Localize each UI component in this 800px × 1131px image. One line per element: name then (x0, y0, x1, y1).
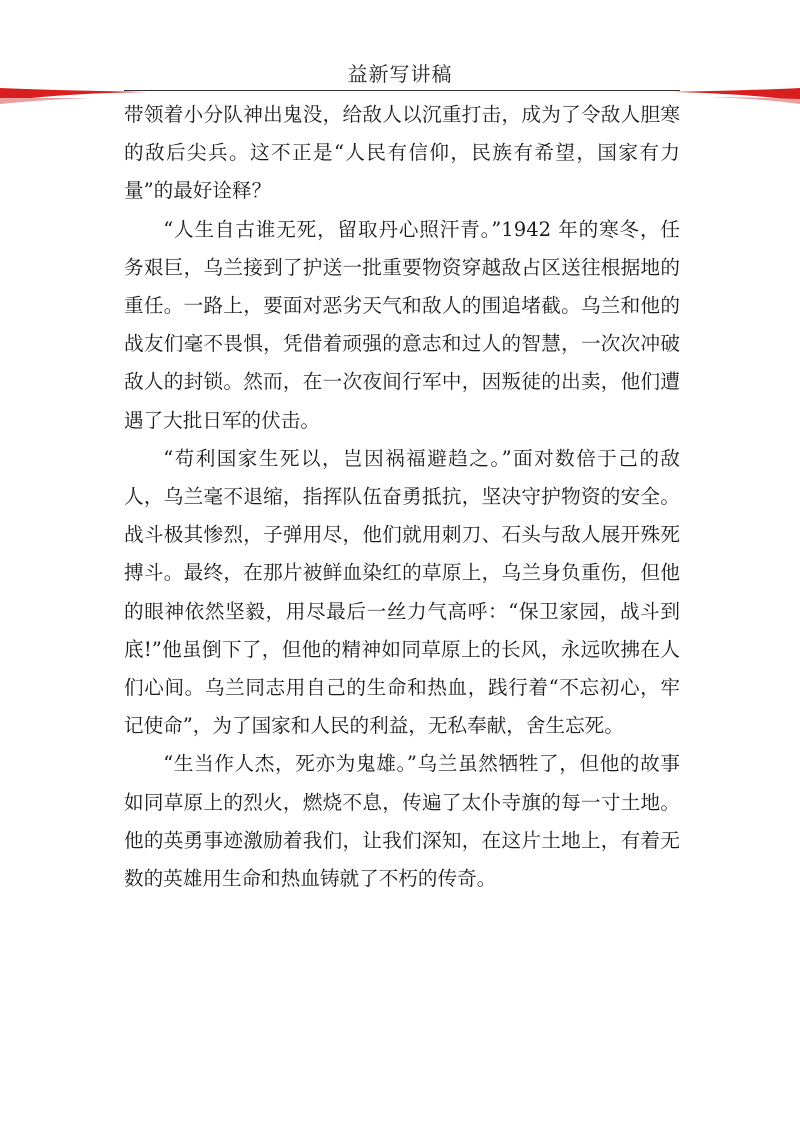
paragraph-4: “生当作人杰，死亦为鬼雄。”乌兰虽然牺牲了，但他的故事如同草原上的烈火，燃烧不息，传遍了太仆寺旗的每一寸土地。他的英勇事迹激励着我们，让我们深知，在这片土地上，有着无数的英雄用生命和热血铸就了不朽的传奇。 (124, 752, 680, 891)
page-header (0, 0, 800, 110)
header-title: 益新写讲稿 (347, 62, 453, 86)
red-swoosh-right-decoration (670, 84, 800, 106)
header-divider (124, 90, 680, 91)
document-body (124, 96, 680, 898)
paragraph-2: “人生自古谁无死，留取丹心照汗青。”1942 年的寒冬，任务艰巨，乌兰接到了护送一批重要物资穿越敌占区送往根据地的重任。一路上，要面对恶劣天气和敌人的围追堵截。乌兰和他的战友们毫不畏惧，凭借着顽强的意志和过人的智慧，一次次冲破敌人的封锁。然而，在一次夜间行军中，因叛徒的出卖，他们遭遇了大批日军的伏击。 (124, 217, 680, 432)
paragraph-1: 带领着小分队神出鬼没，给敌人以沉重打击，成为了令敌人胆寒的敌后尖兵。这不正是“人民有信仰，民族有希望，国家有力量”的最好诠释？ (124, 103, 680, 203)
paragraph-3: “苟利国家生死以，岂因祸福避趋之。”面对数倍于己的敌人，乌兰毫不退缩，指挥队伍奋勇抵抗，坚决守护物资的安全。战斗极其惨烈，子弹用尽，他们就用刺刀、石头与敌人展开殊死搏斗。最终，在那片被鲜血染红的草原上，乌兰身负重伤，但他的眼神依然坚毅，用尽最后一丝力气高呼：“保卫家园，战斗到底!”他虽倒下了，但他的精神如同草原上的长风，永远吹拂在人们心间。乌兰同志用自己的生命和热血，践行着“不忘初心，牢记使命”，为了国家和人民的利益，无私奉献，舍生忘死。 (124, 446, 680, 738)
